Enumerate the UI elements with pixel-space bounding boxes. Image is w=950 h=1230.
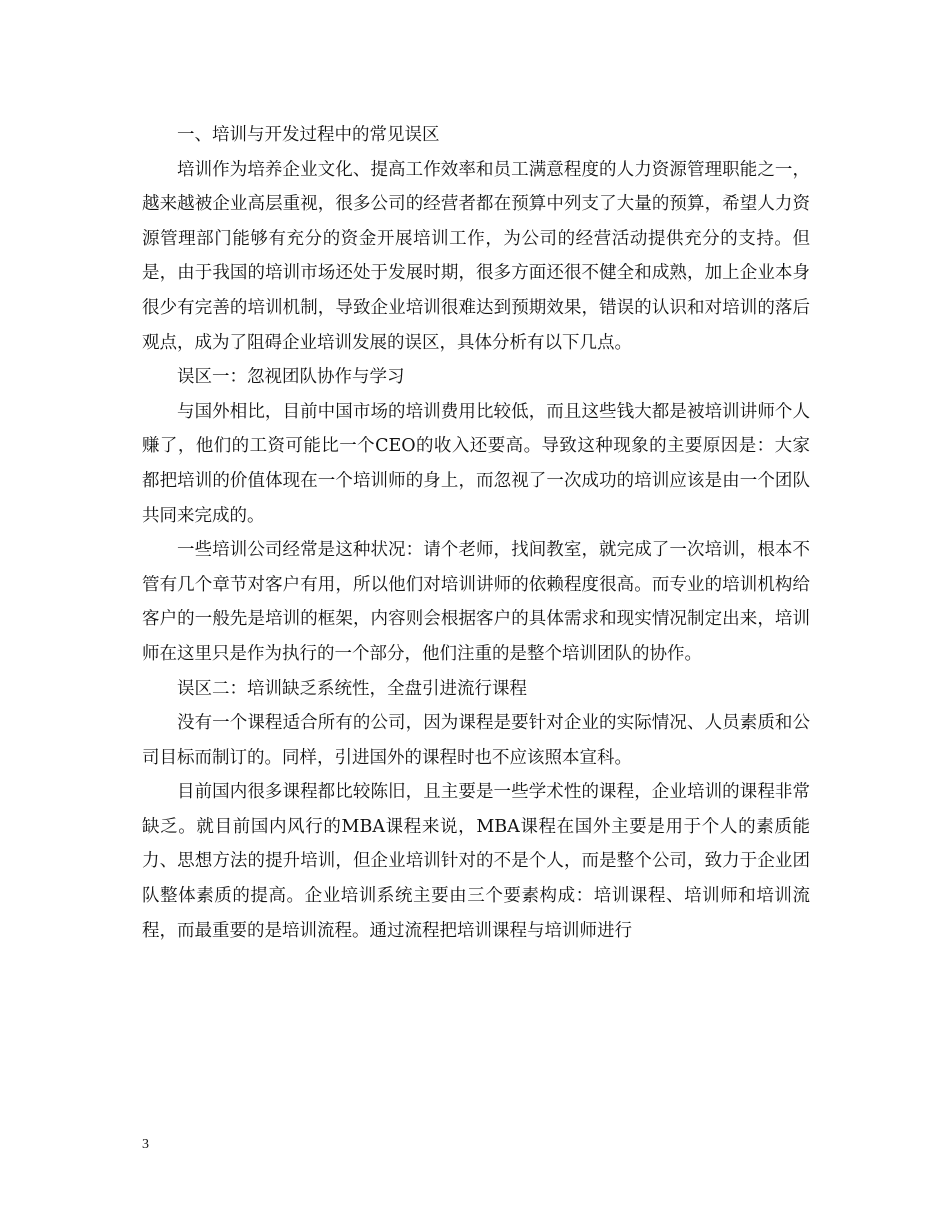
body-paragraph: 培训作为培养企业文化、提高工作效率和员工满意程度的人力资源管理职能之一，越来越被企业高层重视，很多公司的经营者都在预算中列支了大量的预算，希望人力资源管理部门能够有充分的资金开展培训工作，为公司的经营活动提供充分的支持。但是，由于我国的培训市场还处于发展时期，很多方面还很不健全和成熟，加上企业本身很少有完善的培训机制，导致企业培训很难达到预期效果，错误的认识和对培训的落后观点，成为了阻碍企业培训发展的误区，具体分析有以下几点。 [142,159,810,353]
subsection-heading: 误区二：培训缺乏系统性，全盘引进流行课程 [177,678,527,699]
document-body [142,118,810,948]
body-paragraph: 一些培训公司经常是这种状况：请个老师，找间教室，就完成了一次培训，根本不管有几个章节对客户有用，所以他们对培训讲师的依赖程度很高。而专业的培训机构给客户的一般先是培训的框架，内容则会根据客户的具体需求和现实情况制定出来，培训师在这里只是作为执行的一个部分，他们注重的是整个培训团队的协作。 [142,540,810,664]
section-heading: 一、培训与开发过程中的常见误区 [177,125,440,145]
subsection-heading: 误区一：忽视团队协作与学习 [177,367,405,388]
body-paragraph: 没有一个课程适合所有的公司，因为课程是要针对企业的实际情况、人员素质和公司目标而制订的。同样，引进国外的课程时也不应该照本宣科。 [142,713,810,768]
page-number: 3 [142,1137,149,1152]
body-paragraph: 与国外相比，目前中国市场的培训费用比较低，而且这些钱大都是被培训讲师个人赚了，他们的工资可能比一个CEO的收入还要高。导致这种现象的主要原因是：大家都把培训的价值体现在一个培训师的身上，而忽视了一次成功的培训应该是由一个团队共同来完成的。 [142,401,810,526]
body-paragraph: 目前国内很多课程都比较陈旧，且主要是一些学术性的课程，企业培训的课程非常缺乏。就目前国内风行的MBA课程来说，MBA课程在国外主要是用于个人的素质能力、思想方法的提升培训，但企业培训针对的不是个人，而是整个公司，致力于企业团队整体素质的提高。企业培训系统主要由三个要素构成：培训课程、培训师和培训流程，而最重要的是培训流程。通过流程把培训课程与培训师进行 [142,782,810,941]
